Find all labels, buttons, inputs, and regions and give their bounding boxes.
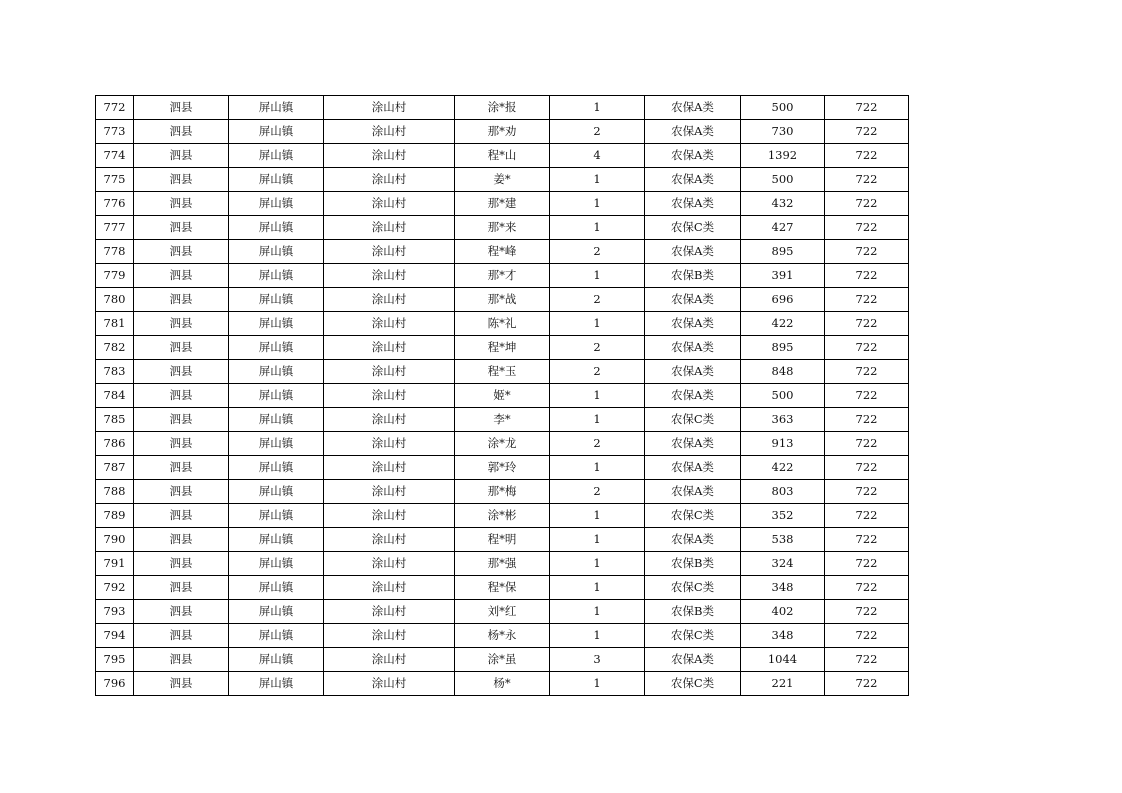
table-body <box>96 96 909 696</box>
cell-town: 屏山镇 <box>229 600 324 624</box>
cell-household-size: 1 <box>550 576 645 600</box>
cell-category: 农保C类 <box>645 408 741 432</box>
cell-name: 涂*彬 <box>455 504 550 528</box>
table-row <box>96 528 909 552</box>
cell-household-size: 4 <box>550 144 645 168</box>
cell-standard: 722 <box>825 624 909 648</box>
cell-county: 泗县 <box>134 528 229 552</box>
cell-town: 屏山镇 <box>229 336 324 360</box>
cell-amount: 391 <box>741 264 825 288</box>
cell-standard: 722 <box>825 264 909 288</box>
cell-index: 779 <box>96 264 134 288</box>
cell-town: 屏山镇 <box>229 624 324 648</box>
cell-standard: 722 <box>825 480 909 504</box>
table-row <box>96 456 909 480</box>
cell-county: 泗县 <box>134 552 229 576</box>
cell-county: 泗县 <box>134 264 229 288</box>
cell-standard: 722 <box>825 360 909 384</box>
cell-county: 泗县 <box>134 360 229 384</box>
cell-village: 涂山村 <box>324 312 455 336</box>
cell-amount: 500 <box>741 96 825 120</box>
cell-amount: 848 <box>741 360 825 384</box>
cell-name: 姜* <box>455 168 550 192</box>
data-table <box>95 95 909 696</box>
cell-household-size: 1 <box>550 504 645 528</box>
cell-amount: 422 <box>741 312 825 336</box>
cell-category: 农保A类 <box>645 456 741 480</box>
cell-standard: 722 <box>825 144 909 168</box>
cell-village: 涂山村 <box>324 408 455 432</box>
cell-household-size: 1 <box>550 672 645 696</box>
document-page <box>95 95 908 696</box>
cell-household-size: 2 <box>550 336 645 360</box>
cell-index: 775 <box>96 168 134 192</box>
table-row <box>96 168 909 192</box>
cell-county: 泗县 <box>134 384 229 408</box>
cell-amount: 913 <box>741 432 825 456</box>
cell-index: 786 <box>96 432 134 456</box>
cell-index: 796 <box>96 672 134 696</box>
table-row <box>96 288 909 312</box>
cell-county: 泗县 <box>134 600 229 624</box>
cell-standard: 722 <box>825 672 909 696</box>
cell-name: 那*才 <box>455 264 550 288</box>
cell-category: 农保A类 <box>645 360 741 384</box>
cell-county: 泗县 <box>134 480 229 504</box>
cell-name: 那*强 <box>455 552 550 576</box>
cell-county: 泗县 <box>134 168 229 192</box>
cell-village: 涂山村 <box>324 168 455 192</box>
cell-name: 那*劝 <box>455 120 550 144</box>
cell-village: 涂山村 <box>324 216 455 240</box>
cell-village: 涂山村 <box>324 552 455 576</box>
cell-village: 涂山村 <box>324 432 455 456</box>
cell-amount: 696 <box>741 288 825 312</box>
cell-amount: 1392 <box>741 144 825 168</box>
cell-index: 784 <box>96 384 134 408</box>
cell-county: 泗县 <box>134 576 229 600</box>
cell-amount: 895 <box>741 240 825 264</box>
cell-amount: 427 <box>741 216 825 240</box>
cell-index: 773 <box>96 120 134 144</box>
table-row <box>96 552 909 576</box>
cell-name: 刘*红 <box>455 600 550 624</box>
cell-standard: 722 <box>825 648 909 672</box>
cell-standard: 722 <box>825 336 909 360</box>
cell-index: 777 <box>96 216 134 240</box>
cell-village: 涂山村 <box>324 576 455 600</box>
cell-village: 涂山村 <box>324 384 455 408</box>
cell-index: 774 <box>96 144 134 168</box>
cell-county: 泗县 <box>134 408 229 432</box>
cell-household-size: 2 <box>550 432 645 456</box>
cell-category: 农保A类 <box>645 648 741 672</box>
table-row <box>96 192 909 216</box>
cell-standard: 722 <box>825 192 909 216</box>
cell-category: 农保C类 <box>645 624 741 648</box>
table-row <box>96 96 909 120</box>
cell-index: 782 <box>96 336 134 360</box>
cell-household-size: 1 <box>550 624 645 648</box>
cell-standard: 722 <box>825 504 909 528</box>
cell-household-size: 1 <box>550 168 645 192</box>
cell-category: 农保A类 <box>645 336 741 360</box>
cell-category: 农保A类 <box>645 96 741 120</box>
cell-town: 屏山镇 <box>229 480 324 504</box>
cell-county: 泗县 <box>134 120 229 144</box>
cell-town: 屏山镇 <box>229 312 324 336</box>
cell-amount: 348 <box>741 576 825 600</box>
cell-category: 农保A类 <box>645 288 741 312</box>
cell-town: 屏山镇 <box>229 408 324 432</box>
cell-village: 涂山村 <box>324 456 455 480</box>
cell-household-size: 1 <box>550 216 645 240</box>
cell-standard: 722 <box>825 120 909 144</box>
table-row <box>96 600 909 624</box>
cell-town: 屏山镇 <box>229 216 324 240</box>
cell-name: 程*坤 <box>455 336 550 360</box>
cell-amount: 221 <box>741 672 825 696</box>
cell-village: 涂山村 <box>324 672 455 696</box>
cell-village: 涂山村 <box>324 264 455 288</box>
cell-name: 程*峰 <box>455 240 550 264</box>
cell-name: 程*明 <box>455 528 550 552</box>
cell-amount: 538 <box>741 528 825 552</box>
cell-household-size: 1 <box>550 600 645 624</box>
cell-index: 785 <box>96 408 134 432</box>
cell-name: 那*战 <box>455 288 550 312</box>
cell-index: 780 <box>96 288 134 312</box>
cell-county: 泗县 <box>134 288 229 312</box>
cell-village: 涂山村 <box>324 600 455 624</box>
cell-village: 涂山村 <box>324 624 455 648</box>
cell-name: 程*玉 <box>455 360 550 384</box>
cell-index: 794 <box>96 624 134 648</box>
table-row <box>96 576 909 600</box>
cell-village: 涂山村 <box>324 288 455 312</box>
table-row <box>96 240 909 264</box>
cell-amount: 363 <box>741 408 825 432</box>
cell-town: 屏山镇 <box>229 120 324 144</box>
cell-town: 屏山镇 <box>229 288 324 312</box>
cell-household-size: 1 <box>550 456 645 480</box>
table-row <box>96 336 909 360</box>
cell-village: 涂山村 <box>324 504 455 528</box>
cell-standard: 722 <box>825 96 909 120</box>
cell-town: 屏山镇 <box>229 648 324 672</box>
cell-category: 农保A类 <box>645 384 741 408</box>
cell-standard: 722 <box>825 216 909 240</box>
cell-county: 泗县 <box>134 144 229 168</box>
cell-index: 787 <box>96 456 134 480</box>
cell-town: 屏山镇 <box>229 576 324 600</box>
cell-name: 陈*礼 <box>455 312 550 336</box>
cell-category: 农保B类 <box>645 552 741 576</box>
table-row <box>96 312 909 336</box>
cell-amount: 895 <box>741 336 825 360</box>
cell-county: 泗县 <box>134 504 229 528</box>
cell-household-size: 1 <box>550 528 645 552</box>
cell-standard: 722 <box>825 384 909 408</box>
cell-amount: 500 <box>741 168 825 192</box>
table-row <box>96 480 909 504</box>
cell-county: 泗县 <box>134 216 229 240</box>
table-row <box>96 120 909 144</box>
cell-category: 农保A类 <box>645 432 741 456</box>
cell-county: 泗县 <box>134 312 229 336</box>
cell-amount: 1044 <box>741 648 825 672</box>
cell-name: 姬* <box>455 384 550 408</box>
cell-household-size: 2 <box>550 360 645 384</box>
table-row <box>96 648 909 672</box>
cell-standard: 722 <box>825 168 909 192</box>
cell-name: 郭*玲 <box>455 456 550 480</box>
cell-category: 农保B类 <box>645 600 741 624</box>
cell-household-size: 1 <box>550 312 645 336</box>
cell-category: 农保A类 <box>645 240 741 264</box>
cell-name: 那*梅 <box>455 480 550 504</box>
cell-standard: 722 <box>825 288 909 312</box>
cell-amount: 352 <box>741 504 825 528</box>
cell-amount: 803 <box>741 480 825 504</box>
cell-name: 程*保 <box>455 576 550 600</box>
cell-name: 李* <box>455 408 550 432</box>
cell-town: 屏山镇 <box>229 264 324 288</box>
cell-name: 那*建 <box>455 192 550 216</box>
cell-index: 795 <box>96 648 134 672</box>
cell-index: 778 <box>96 240 134 264</box>
cell-category: 农保A类 <box>645 312 741 336</box>
cell-standard: 722 <box>825 600 909 624</box>
table-row <box>96 408 909 432</box>
table-row <box>96 216 909 240</box>
cell-county: 泗县 <box>134 672 229 696</box>
table-row <box>96 504 909 528</box>
cell-town: 屏山镇 <box>229 456 324 480</box>
cell-amount: 432 <box>741 192 825 216</box>
cell-index: 793 <box>96 600 134 624</box>
cell-village: 涂山村 <box>324 648 455 672</box>
cell-index: 791 <box>96 552 134 576</box>
cell-category: 农保C类 <box>645 504 741 528</box>
cell-village: 涂山村 <box>324 480 455 504</box>
cell-index: 783 <box>96 360 134 384</box>
cell-category: 农保A类 <box>645 528 741 552</box>
cell-town: 屏山镇 <box>229 528 324 552</box>
cell-category: 农保A类 <box>645 192 741 216</box>
cell-village: 涂山村 <box>324 192 455 216</box>
cell-category: 农保A类 <box>645 144 741 168</box>
cell-county: 泗县 <box>134 240 229 264</box>
cell-village: 涂山村 <box>324 336 455 360</box>
cell-county: 泗县 <box>134 432 229 456</box>
cell-index: 792 <box>96 576 134 600</box>
cell-household-size: 1 <box>550 96 645 120</box>
cell-household-size: 1 <box>550 192 645 216</box>
table-row <box>96 264 909 288</box>
table-row <box>96 384 909 408</box>
table-row <box>96 360 909 384</box>
cell-household-size: 1 <box>550 408 645 432</box>
cell-index: 790 <box>96 528 134 552</box>
cell-village: 涂山村 <box>324 360 455 384</box>
cell-standard: 722 <box>825 528 909 552</box>
cell-county: 泗县 <box>134 648 229 672</box>
cell-county: 泗县 <box>134 456 229 480</box>
cell-household-size: 1 <box>550 384 645 408</box>
cell-index: 776 <box>96 192 134 216</box>
cell-household-size: 2 <box>550 120 645 144</box>
cell-town: 屏山镇 <box>229 672 324 696</box>
cell-household-size: 1 <box>550 552 645 576</box>
cell-standard: 722 <box>825 312 909 336</box>
cell-category: 农保A类 <box>645 480 741 504</box>
cell-town: 屏山镇 <box>229 432 324 456</box>
cell-category: 农保A类 <box>645 120 741 144</box>
cell-category: 农保B类 <box>645 264 741 288</box>
cell-village: 涂山村 <box>324 528 455 552</box>
cell-name: 杨* <box>455 672 550 696</box>
cell-town: 屏山镇 <box>229 384 324 408</box>
cell-household-size: 3 <box>550 648 645 672</box>
table-row <box>96 144 909 168</box>
cell-name: 涂*虽 <box>455 648 550 672</box>
cell-standard: 722 <box>825 552 909 576</box>
cell-town: 屏山镇 <box>229 504 324 528</box>
cell-town: 屏山镇 <box>229 96 324 120</box>
cell-index: 772 <box>96 96 134 120</box>
cell-town: 屏山镇 <box>229 168 324 192</box>
cell-county: 泗县 <box>134 192 229 216</box>
cell-index: 788 <box>96 480 134 504</box>
cell-county: 泗县 <box>134 96 229 120</box>
cell-town: 屏山镇 <box>229 552 324 576</box>
cell-amount: 730 <box>741 120 825 144</box>
cell-name: 那*来 <box>455 216 550 240</box>
cell-household-size: 2 <box>550 240 645 264</box>
cell-amount: 402 <box>741 600 825 624</box>
cell-village: 涂山村 <box>324 240 455 264</box>
cell-town: 屏山镇 <box>229 144 324 168</box>
cell-index: 789 <box>96 504 134 528</box>
cell-county: 泗县 <box>134 624 229 648</box>
cell-standard: 722 <box>825 576 909 600</box>
cell-village: 涂山村 <box>324 120 455 144</box>
cell-category: 农保C类 <box>645 576 741 600</box>
cell-amount: 422 <box>741 456 825 480</box>
cell-name: 杨*永 <box>455 624 550 648</box>
cell-category: 农保A类 <box>645 168 741 192</box>
cell-village: 涂山村 <box>324 144 455 168</box>
cell-household-size: 1 <box>550 264 645 288</box>
cell-town: 屏山镇 <box>229 192 324 216</box>
cell-amount: 500 <box>741 384 825 408</box>
cell-name: 涂*龙 <box>455 432 550 456</box>
cell-name: 程*山 <box>455 144 550 168</box>
cell-standard: 722 <box>825 432 909 456</box>
cell-village: 涂山村 <box>324 96 455 120</box>
cell-standard: 722 <box>825 456 909 480</box>
cell-category: 农保C类 <box>645 216 741 240</box>
cell-index: 781 <box>96 312 134 336</box>
table-row <box>96 432 909 456</box>
cell-amount: 348 <box>741 624 825 648</box>
cell-category: 农保C类 <box>645 672 741 696</box>
cell-standard: 722 <box>825 408 909 432</box>
table-row <box>96 672 909 696</box>
cell-town: 屏山镇 <box>229 360 324 384</box>
cell-standard: 722 <box>825 240 909 264</box>
table-row <box>96 624 909 648</box>
cell-town: 屏山镇 <box>229 240 324 264</box>
cell-amount: 324 <box>741 552 825 576</box>
cell-household-size: 2 <box>550 288 645 312</box>
cell-county: 泗县 <box>134 336 229 360</box>
cell-household-size: 2 <box>550 480 645 504</box>
cell-name: 涂*报 <box>455 96 550 120</box>
